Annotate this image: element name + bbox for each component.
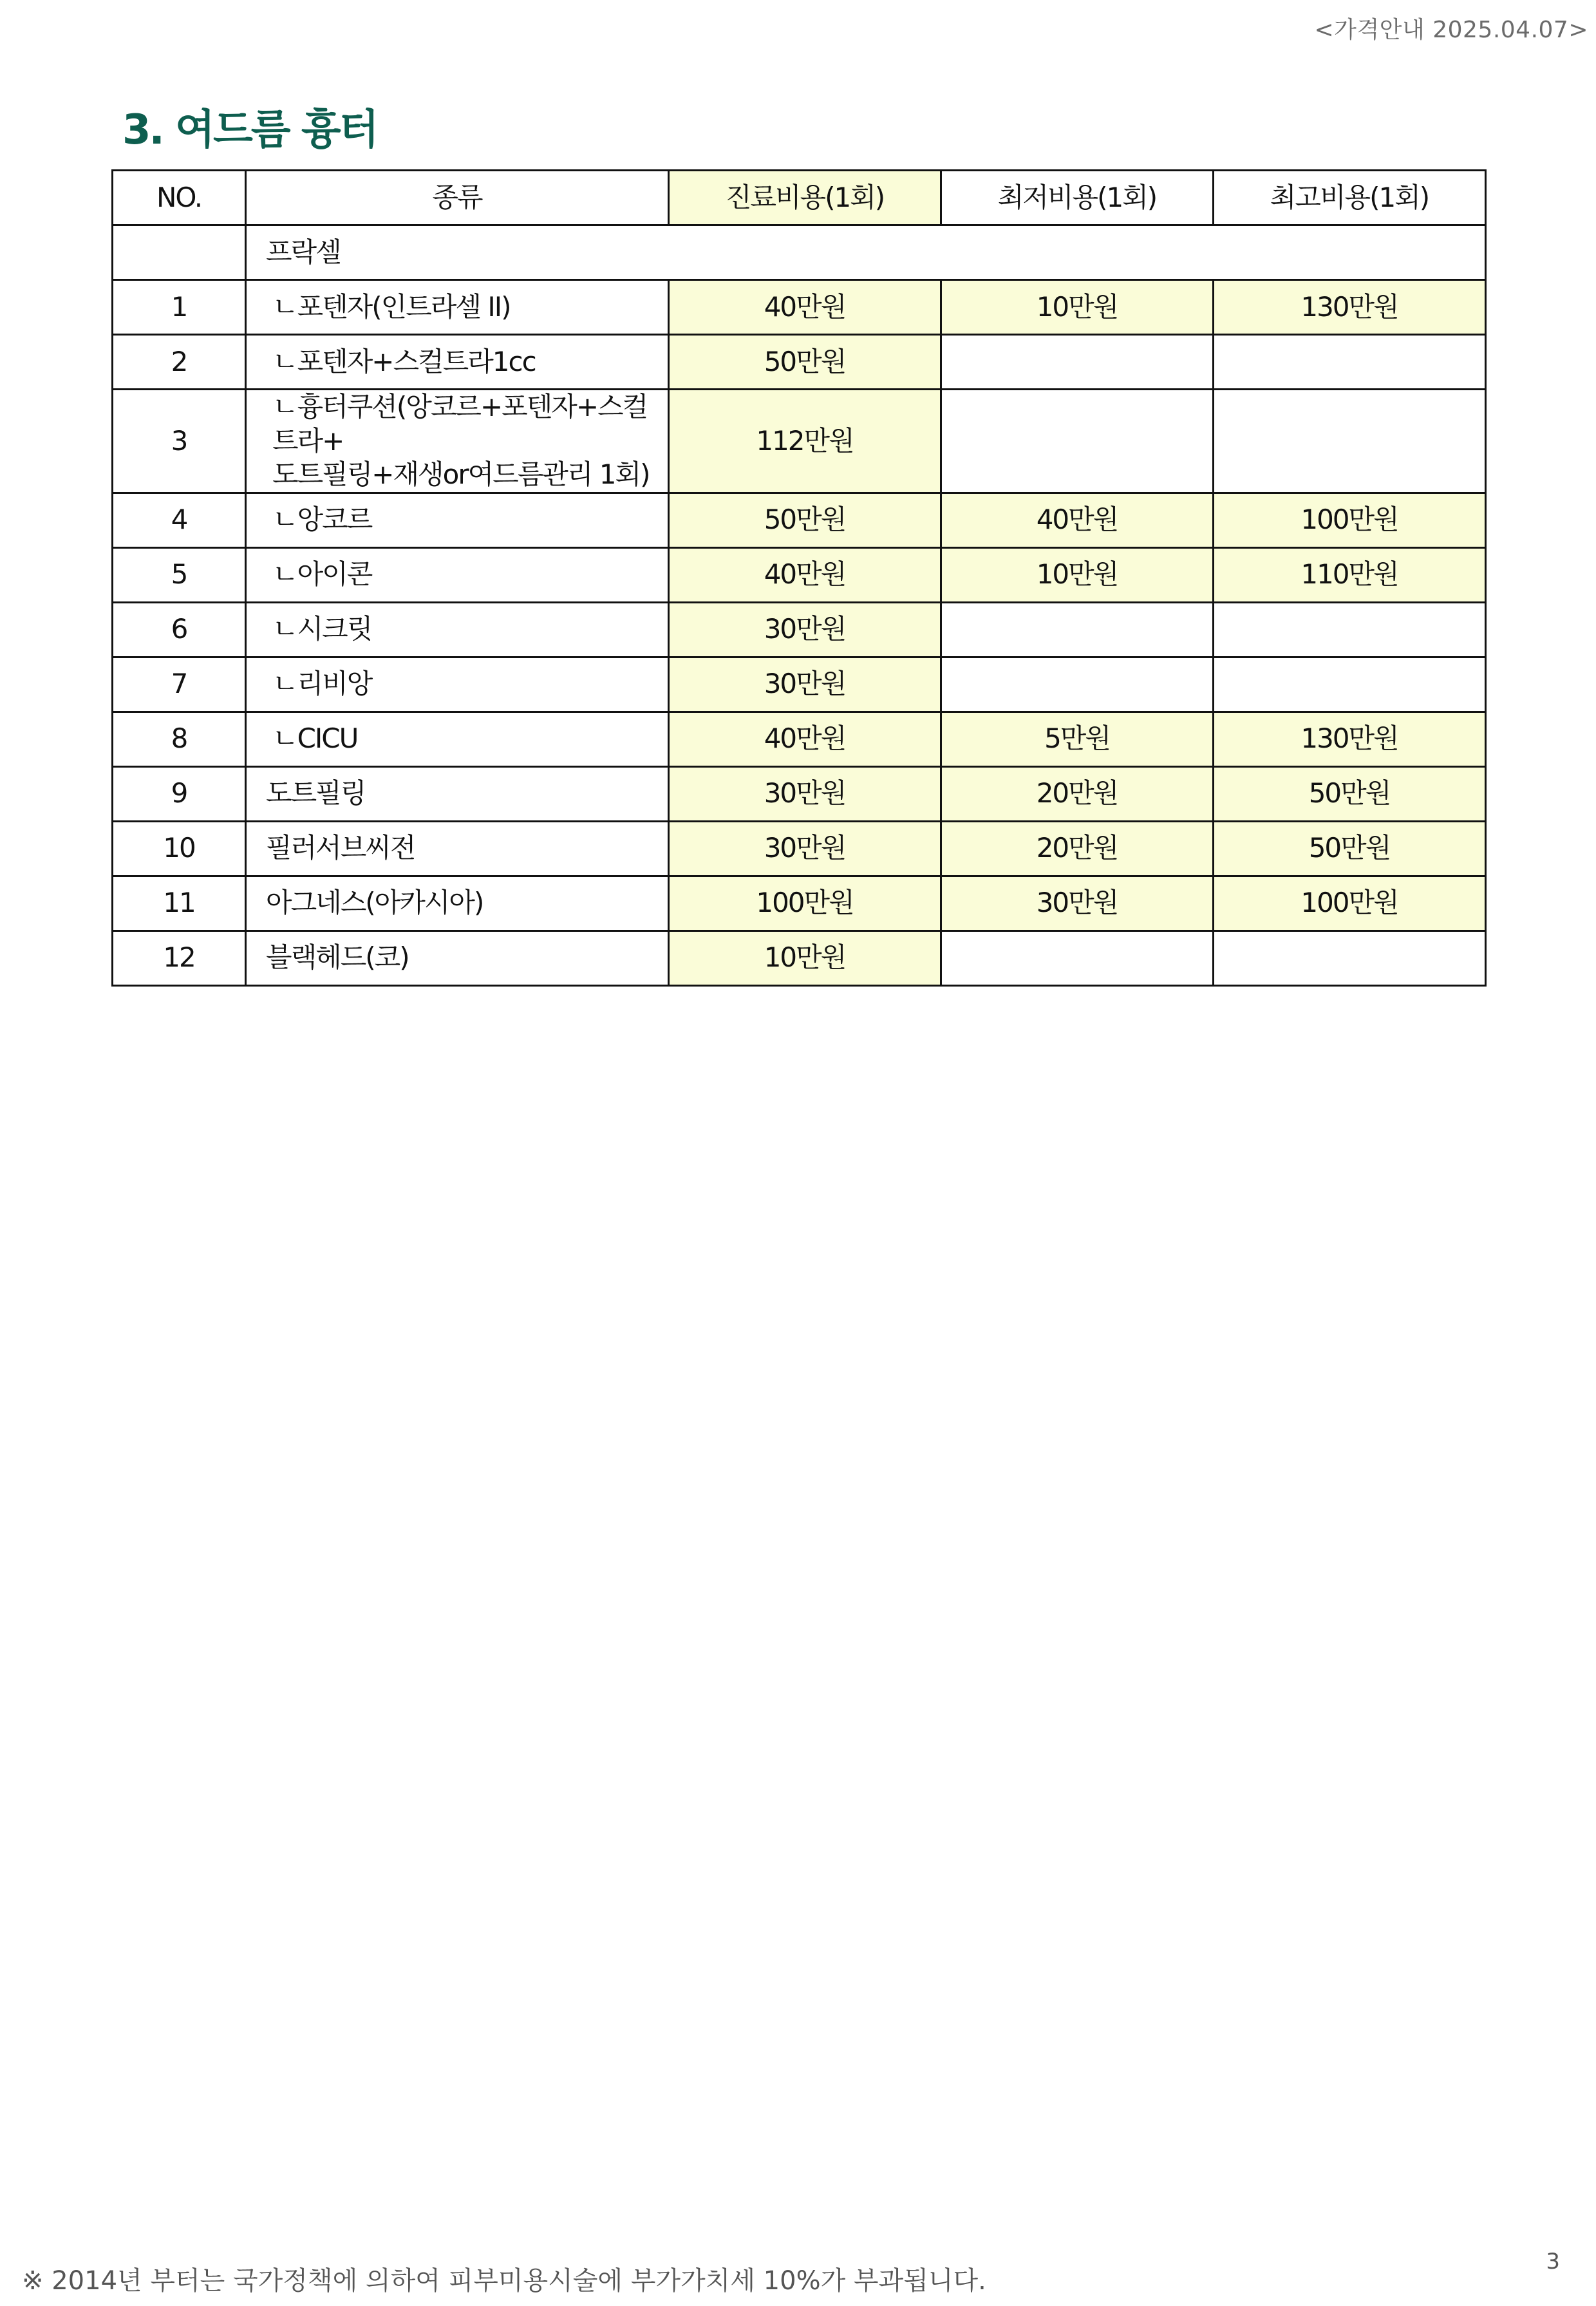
price-notice-date: <가격안내 2025.04.07>	[1314, 17, 1588, 43]
row-max-cost-cell: 130만원	[1214, 712, 1486, 766]
row-no-cell: 3	[113, 390, 246, 493]
row-max-cost-cell	[1214, 657, 1486, 712]
row-cost-cell: 50만원	[669, 493, 941, 547]
row-max-cost-cell: 100만원	[1214, 876, 1486, 931]
row-max-cost-cell	[1214, 335, 1486, 390]
row-min-cost-cell	[941, 335, 1214, 390]
row-no-cell: 1	[113, 280, 246, 335]
row-cost-cell: 100만원	[669, 876, 941, 931]
row-min-cost-cell: 10만원	[941, 280, 1214, 335]
row-kind-cell: 블랙헤드(코)	[246, 931, 669, 985]
row-cost-cell: 10만원	[669, 931, 941, 985]
row-no-cell: 11	[113, 876, 246, 931]
table-header-row	[113, 171, 1486, 225]
row-max-cost-cell	[1214, 602, 1486, 657]
row-no-cell: 12	[113, 931, 246, 985]
row-cost-cell: 40만원	[669, 547, 941, 602]
row-max-cost-cell: 130만원	[1214, 280, 1486, 335]
row-max-cost-cell	[1214, 931, 1486, 985]
row-cost-cell: 40만원	[669, 280, 941, 335]
row-kind-cell: 도트필링	[246, 766, 669, 821]
header-min-cost: 최저비용(1회)	[941, 171, 1214, 225]
row-no-cell: 6	[113, 602, 246, 657]
vat-footnote: ※ 2014년 부터는 국가정책에 의하여 피부미용시술에 부가가치세 10%가 부과됩니다.	[22, 2266, 986, 2296]
row-min-cost-cell	[941, 390, 1214, 493]
row-cost-cell: 50만원	[669, 335, 941, 390]
group-row-fraxel	[113, 225, 1486, 280]
row-min-cost-cell: 20만원	[941, 821, 1214, 876]
row-kind-cell: 아그네스(아카시아)	[246, 876, 669, 931]
table-row	[113, 876, 1486, 931]
price-table	[111, 169, 1487, 987]
row-max-cost-cell: 110만원	[1214, 547, 1486, 602]
header-cost: 진료비용(1회)	[669, 171, 941, 225]
row-max-cost-cell: 50만원	[1214, 821, 1486, 876]
row-no-cell: 8	[113, 712, 246, 766]
row-no-cell: 2	[113, 335, 246, 390]
row-cost-cell: 40만원	[669, 712, 941, 766]
row-min-cost-cell: 5만원	[941, 712, 1214, 766]
row-min-cost-cell: 10만원	[941, 547, 1214, 602]
row-kind-cell: ㄴCICU	[246, 712, 669, 766]
table-row	[113, 766, 1486, 821]
row-min-cost-cell	[941, 657, 1214, 712]
row-max-cost-cell: 50만원	[1214, 766, 1486, 821]
row-max-cost-cell	[1214, 390, 1486, 493]
row-kind-cell: ㄴ포텐자+스컬트라1cc	[246, 335, 669, 390]
table-row	[113, 280, 1486, 335]
header-no: NO.	[113, 171, 246, 225]
page-number: 3	[1546, 2249, 1560, 2274]
table-row	[113, 821, 1486, 876]
table-row	[113, 602, 1486, 657]
group-no-cell	[113, 225, 246, 280]
table-row	[113, 931, 1486, 985]
row-min-cost-cell: 30만원	[941, 876, 1214, 931]
row-kind-cell: ㄴ포텐자(인트라셀 II)	[246, 280, 669, 335]
table-row	[113, 657, 1486, 712]
row-kind-cell: ㄴ앙코르	[246, 493, 669, 547]
row-cost-cell: 30만원	[669, 602, 941, 657]
row-min-cost-cell	[941, 602, 1214, 657]
row-kind-cell: 필러서브씨전	[246, 821, 669, 876]
row-max-cost-cell: 100만원	[1214, 493, 1486, 547]
row-kind-cell: ㄴ흉터쿠션(앙코르+포텐자+스컬트라+ 도트필링+재생or여드름관리 1회)	[246, 390, 669, 493]
row-no-cell: 10	[113, 821, 246, 876]
group-label: 프락셀	[246, 225, 1486, 280]
section-title: 3. 여드름 흉터	[122, 106, 377, 154]
row-no-cell: 7	[113, 657, 246, 712]
row-kind-cell: ㄴ시크릿	[246, 602, 669, 657]
table-row	[113, 712, 1486, 766]
table-row	[113, 547, 1486, 602]
table-row	[113, 493, 1486, 547]
row-min-cost-cell	[941, 931, 1214, 985]
row-no-cell: 9	[113, 766, 246, 821]
table-row	[113, 390, 1486, 493]
header-kind: 종류	[246, 171, 669, 225]
row-no-cell: 4	[113, 493, 246, 547]
row-kind-cell: ㄴ리비앙	[246, 657, 669, 712]
row-no-cell: 5	[113, 547, 246, 602]
row-kind-cell: ㄴ아이콘	[246, 547, 669, 602]
row-cost-cell: 30만원	[669, 657, 941, 712]
table-row	[113, 335, 1486, 390]
row-cost-cell: 30만원	[669, 821, 941, 876]
header-max-cost: 최고비용(1회)	[1214, 171, 1486, 225]
row-min-cost-cell: 40만원	[941, 493, 1214, 547]
row-min-cost-cell: 20만원	[941, 766, 1214, 821]
row-cost-cell: 30만원	[669, 766, 941, 821]
row-cost-cell: 112만원	[669, 390, 941, 493]
